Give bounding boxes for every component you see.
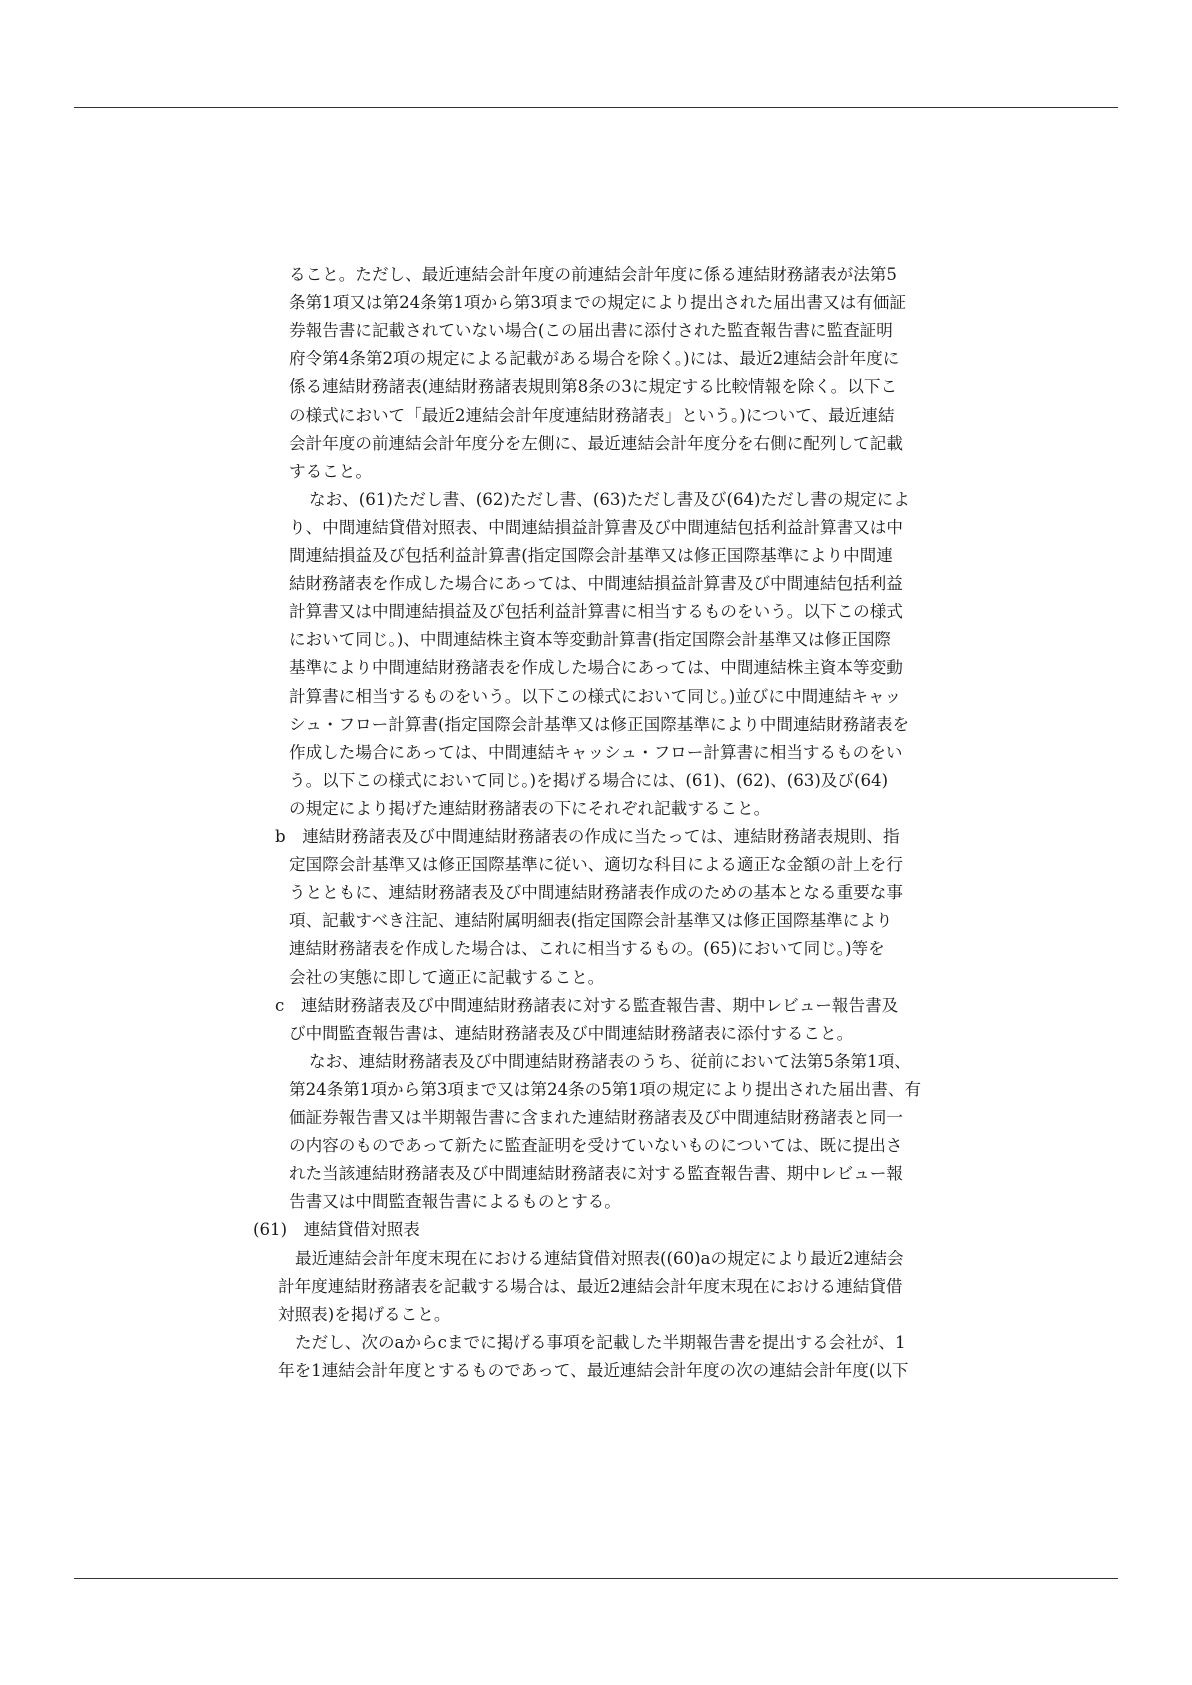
text-line: 券報告書に記載されていない場合(この届出書に添付された監査報告書に監査証明 xyxy=(289,321,893,340)
text-line: り、中間連結貸借対照表、中間連結損益計算書及び中間連結包括利益計算書又は中 xyxy=(289,518,903,537)
text-line: の規定により掲げた連結財務諸表の下にそれぞれ記載すること。 xyxy=(289,799,771,818)
text-line: 連結財務諸表を作成した場合は、これに相当するもの。(65)において同じ。)等を xyxy=(289,939,885,958)
text-line: c 連結財務諸表及び中間連結財務諸表に対する監査報告書、期中レビュー報告書及 xyxy=(275,996,899,1015)
text-line: う。以下この様式において同じ。)を掲げる場合には、(61)、(62)、(63)及び(64) xyxy=(289,771,889,790)
text-line: すること。 xyxy=(289,462,372,481)
text-line: ただし、次のaからcまでに掲げる事項を記載した半期報告書を提出する会社が、1 xyxy=(295,1333,906,1352)
text-line: 係る連結財務諸表(連結財務諸表規則第8条の3に規定する比較情報を除く。以下こ xyxy=(289,377,898,396)
text-line: 年を1連結会計年度とするものであって、最近連結会計年度の次の連結会計年度(以下 xyxy=(278,1361,909,1380)
text-line: 基準により中間連結財務諸表を作成した場合にあっては、中間連結株主資本等変動 xyxy=(289,658,903,677)
text-line: 結財務諸表を作成した場合にあっては、中間連結損益計算書及び中間連結包括利益 xyxy=(289,574,903,593)
text-line: 項、記載すべき注記、連結附属明細表(指定国際会計基準又は修正国際基準により xyxy=(289,911,893,930)
text-line: 最近連結会計年度末現在における連結貸借対照表((60)aの規定により最近2連結会 xyxy=(295,1249,904,1268)
text-line: れた当該連結財務諸表及び中間連結財務諸表に対する監査報告書、期中レビュー報 xyxy=(289,1164,903,1183)
text-line: b 連結財務諸表及び中間連結財務諸表の作成に当たっては、連結財務諸表規則、指 xyxy=(275,827,900,846)
text-line: 計算書に相当するものをいう。以下この様式において同じ。)並びに中間連結キャッ xyxy=(289,687,902,706)
text-line: 会計年度の前連結会計年度分を左側に、最近連結会計年度分を右側に配列して記載 xyxy=(289,434,903,453)
header-rule xyxy=(74,107,1118,108)
text-line: うとともに、連結財務諸表及び中間連結財務諸表作成のための基本となる重要な事 xyxy=(289,883,903,902)
text-line: び中間監査報告書は、連結財務諸表及び中間連結財務諸表に添付すること。 xyxy=(289,1024,854,1043)
text-line: 会社の実態に即して適正に記載すること。 xyxy=(289,968,605,987)
text-line: 計年度連結財務諸表を記載する場合は、最近2連結会計年度末現在における連結貸借 xyxy=(278,1277,903,1296)
text-line: なお、連結財務諸表及び中間連結財務諸表のうち、従前において法第5条第1項、 xyxy=(309,1052,911,1071)
text-line: 条第1項又は第24条第1項から第3項までの規定により提出された届出書又は有価証 xyxy=(289,293,906,312)
text-line: 第24条第1項から第3項まで又は第24条の5第1項の規定により提出された届出書、有 xyxy=(289,1080,922,1099)
text-line: なお、(61)ただし書、(62)ただし書、(63)ただし書及び(64)ただし書の規定によ xyxy=(309,490,910,509)
text-line: の様式において「最近2連結会計年度連結財務諸表」という。)について、最近連結 xyxy=(289,406,895,425)
text-line: において同じ。)、中間連結株主資本等変動計算書(指定国際会計基準又は修正国際 xyxy=(289,630,892,649)
text-line: 定国際会計基準又は修正国際基準に従い、適切な科目による適正な金額の計上を行 xyxy=(289,855,903,874)
text-line: 対照表)を掲げること。 xyxy=(278,1305,451,1324)
text-line: (61) 連結貸借対照表 xyxy=(253,1220,420,1239)
text-line: 告書又は中間監査報告書によるものとする。 xyxy=(289,1192,621,1211)
footer-rule xyxy=(74,1578,1118,1579)
text-line: の内容のものであって新たに監査証明を受けていないものについては、既に提出さ xyxy=(289,1136,903,1155)
text-line: ること。ただし、最近連結会計年度の前連結会計年度に係る連結財務諸表が法第5 xyxy=(289,265,897,284)
text-line: 価証券報告書又は半期報告書に含まれた連結財務諸表及び中間連結財務諸表と同一 xyxy=(289,1108,903,1127)
text-line: シュ・フロー計算書(指定国際会計基準又は修正国際基準により中間連結財務諸表を xyxy=(289,715,910,734)
text-line: 間連結損益及び包括利益計算書(指定国際会計基準又は修正国際基準により中間連 xyxy=(289,546,893,565)
text-line: 計算書又は中間連結損益及び包括利益計算書に相当するものをいう。以下この様式 xyxy=(289,602,903,621)
text-line: 府令第4条第2項の規定による記載がある場合を除く。)には、最近2連結会計年度に xyxy=(289,349,900,368)
text-line: 作成した場合にあっては、中間連結キャッシュ・フロー計算書に相当するものをい xyxy=(289,743,903,762)
